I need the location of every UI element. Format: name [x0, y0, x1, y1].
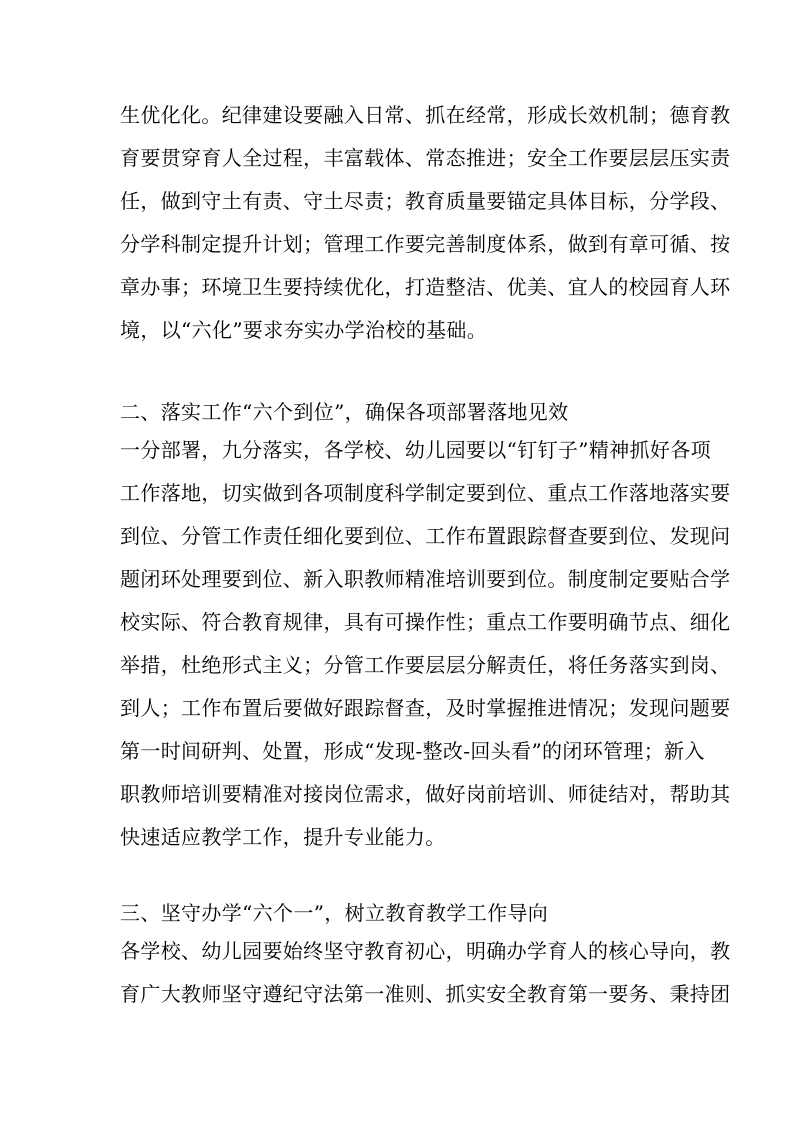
- paragraph-line: 育要贯穿育人全过程，丰富载体、常态推进；安全工作要层层压实责: [120, 146, 731, 170]
- paragraph-line: 职教师培训要精准对接岗位需求，做好岗前培训、师徒结对，帮助其: [120, 782, 731, 806]
- section-heading: 三、坚守办学“六个一”，树立教育教学工作导向: [120, 901, 549, 925]
- paragraph-line: 一分部署，九分落实，各学校、幼儿园要以“钉钉子”精神抓好各项: [120, 438, 711, 462]
- paragraph-line: 育广大教师坚守遵纪守法第一准则、抓实安全教育第一要务、秉持团: [120, 982, 731, 1006]
- paragraph-line: 到位、分管工作责任细化要到位、工作布置跟踪督查要到位、发现问: [120, 524, 731, 548]
- paragraph-line: 生优化化。纪律建设要融入日常、抓在经常，形成长效机制；德育教: [120, 103, 731, 127]
- paragraph-line: 举措，杜绝形式主义；分管工作要层层分解责任，将任务落实到岗、: [120, 653, 731, 677]
- paragraph-line: 题闭环处理要到位、新入职教师精准培训要到位。制度制定要贴合学: [120, 567, 731, 591]
- section-heading: 二、落实工作“六个到位”，确保各项部署落地见效: [120, 400, 569, 424]
- paragraph-line: 任，做到守土有责、守土尽责；教育质量要锚定具体目标，分学段、: [120, 189, 731, 213]
- paragraph-line: 各学校、幼儿园要始终坚守教育初心，明确办学育人的核心导向，教: [120, 939, 731, 963]
- paragraph-line: 工作落地，切实做到各项制度科学制定要到位、重点工作落地落实要: [120, 481, 731, 505]
- paragraph-line: 章办事；环境卫生要持续优化，打造整洁、优美、宜人的校园育人环: [120, 275, 731, 299]
- paragraph-line: 校实际、符合教育规律，具有可操作性；重点工作要明确节点、细化: [120, 610, 731, 634]
- paragraph-line: 境，以“六化”要求夯实办学治校的基础。: [120, 318, 488, 342]
- paragraph-line: 分学科制定提升计划；管理工作要完善制度体系，做到有章可循、按: [120, 232, 731, 256]
- paragraph-line: 第一时间研判、处置，形成“发现-整改-回头看”的闭环管理；新入: [120, 739, 705, 763]
- paragraph-line: 到人；工作布置后要做好跟踪督查，及时掌握推进情况；发现问题要: [120, 696, 731, 720]
- paragraph-line: 快速适应教学工作，提升专业能力。: [120, 825, 446, 849]
